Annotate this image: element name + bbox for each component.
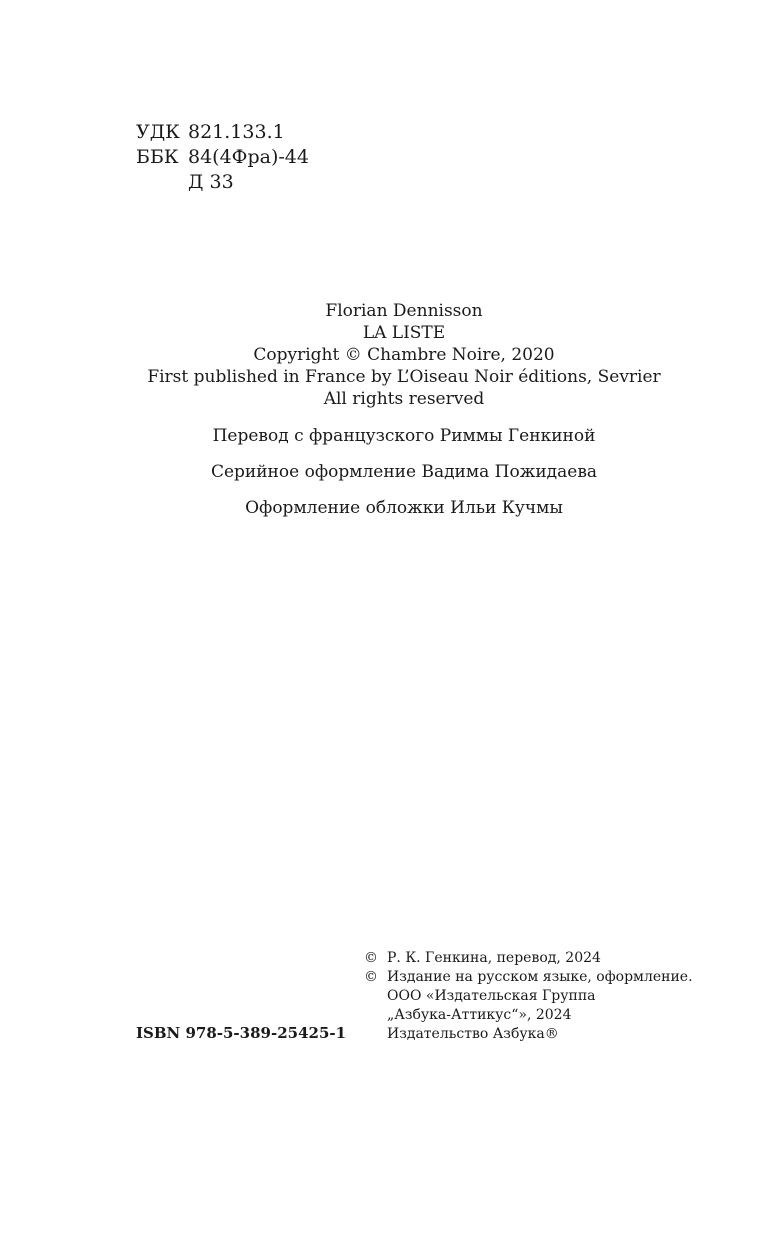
original-rights-block xyxy=(0,300,768,410)
copyright-notice-continuation xyxy=(364,1006,693,1025)
copyright-symbol: © xyxy=(364,969,378,985)
isbn: ISBN 978-5-389-25425-1 xyxy=(136,1024,347,1042)
copyright-notice-edition xyxy=(364,968,693,987)
translator-credit-text: Перевод с французского Риммы Генкиной xyxy=(212,426,596,446)
cover-design-credit-text: Оформление обложки Ильи Кучмы xyxy=(245,498,563,518)
copyright-symbol: © xyxy=(364,950,378,966)
udk-value: 821.133.1 xyxy=(188,121,285,143)
copyright-notices xyxy=(364,949,693,1044)
cover-design-credit xyxy=(0,497,768,519)
copyright-notice-text: Издательство Азбука® xyxy=(387,1026,559,1042)
first-published-line: First published in France by L’Oiseau Noir éditions, Sevrier xyxy=(147,367,661,387)
bbk-value: 84(4Фра)-44 xyxy=(188,146,309,168)
author-sign: Д 33 xyxy=(188,171,234,193)
copyright-notice-text: Издание на русском языке, оформление. xyxy=(387,969,693,985)
original-author: Florian Dennisson xyxy=(325,301,483,321)
bbk-label: ББК xyxy=(136,146,179,168)
original-copyright: Copyright © Chambre Noire, 2020 xyxy=(253,345,555,365)
author-sign-row xyxy=(136,170,309,195)
series-design-credit xyxy=(0,461,768,483)
copyright-notice-text: Р. К. Генкина, перевод, 2024 xyxy=(387,950,601,966)
copyright-notice-text: ООО «Издательская Группа xyxy=(387,988,596,1004)
udk-row xyxy=(136,120,309,145)
classification-block xyxy=(136,120,309,195)
all-rights-reserved: All rights reserved xyxy=(323,389,485,409)
copyright-notice-text: „Азбука-Аттикус“», 2024 xyxy=(387,1007,572,1023)
copyright-notice-continuation xyxy=(364,1025,693,1044)
translator-credit xyxy=(0,425,768,447)
copyright-notice-continuation xyxy=(364,987,693,1006)
series-design-credit-text: Серийное оформление Вадима Пожидаева xyxy=(210,462,598,482)
bbk-row xyxy=(136,145,309,170)
original-title: LA LISTE xyxy=(362,323,446,343)
copyright-notice-translation xyxy=(364,949,693,968)
udk-label: УДК xyxy=(136,121,180,143)
